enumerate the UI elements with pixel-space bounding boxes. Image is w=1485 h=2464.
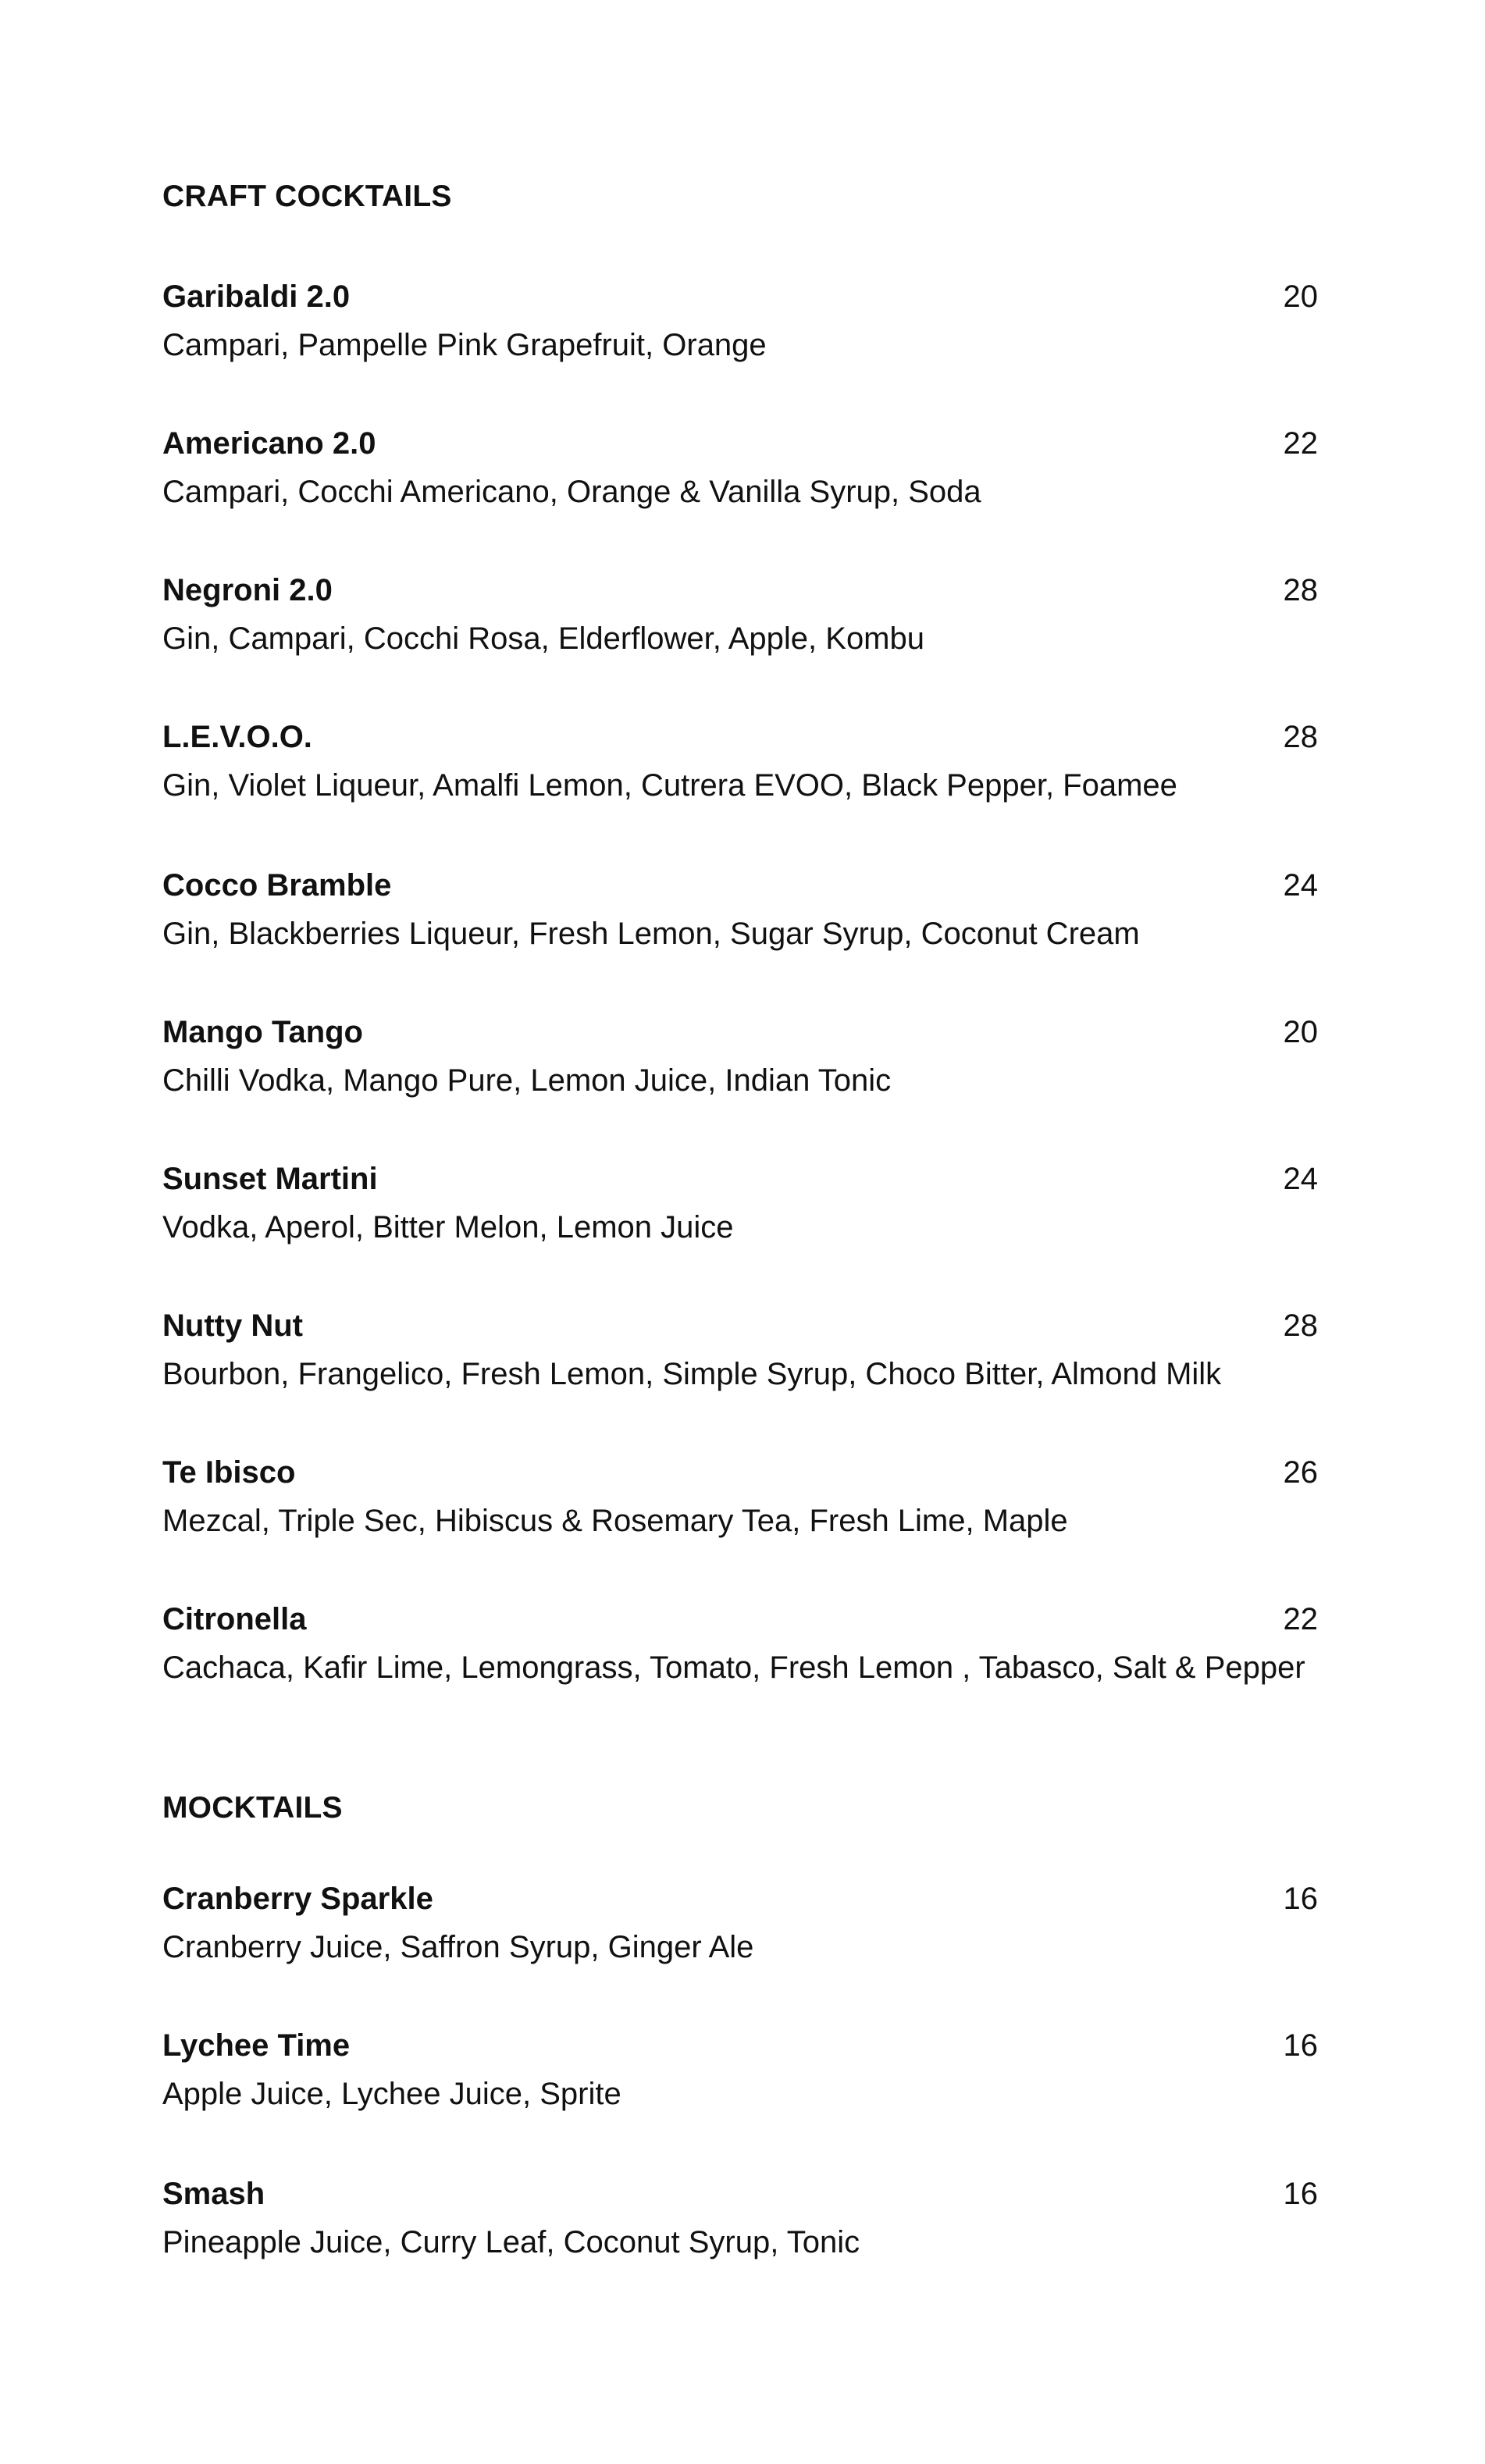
item-price: 16	[1283, 2028, 1318, 2063]
item-price: 28	[1283, 1309, 1318, 1343]
item-description: Mezcal, Triple Sec, Hibiscus & Rosemary Tea, Fresh Lime, Maple	[162, 1504, 1068, 1538]
item-name: L.E.V.O.O.	[162, 720, 312, 754]
item-description: Campari, Cocchi Americano, Orange & Vanilla Syrup, Soda	[162, 475, 981, 509]
menu-item-negroni	[162, 570, 1318, 659]
item-name: Americano 2.0	[162, 426, 376, 461]
item-price: 26	[1283, 1455, 1318, 1490]
section-title-craft-cocktails: CRAFT COCKTAILS	[162, 180, 452, 213]
item-description: Campari, Pampelle Pink Grapefruit, Orange	[162, 328, 767, 362]
item-price: 20	[1283, 280, 1318, 314]
menu-item-mango-tango	[162, 1012, 1318, 1101]
item-name: Smash	[162, 2177, 265, 2211]
item-name: Sunset Martini	[162, 1162, 378, 1196]
item-description: Bourbon, Frangelico, Fresh Lemon, Simple Syrup, Choco Bitter, Almond Milk	[162, 1357, 1222, 1391]
item-description: Cranberry Juice, Saffron Syrup, Ginger Ale	[162, 1930, 754, 1964]
item-price: 20	[1283, 1015, 1318, 1049]
item-description: Gin, Violet Liqueur, Amalfi Lemon, Cutrera EVOO, Black Pepper, Foamee	[162, 768, 1177, 803]
item-description: Gin, Campari, Cocchi Rosa, Elderflower, Apple, Kombu	[162, 621, 924, 656]
item-description: Pineapple Juice, Curry Leaf, Coconut Syrup, Tonic	[162, 2225, 860, 2259]
item-price: 24	[1283, 1162, 1318, 1196]
menu-item-levoo	[162, 717, 1318, 806]
item-description: Gin, Blackberries Liqueur, Fresh Lemon, Sugar Syrup, Coconut Cream	[162, 917, 1140, 951]
item-price: 28	[1283, 720, 1318, 754]
menu-item-citronella	[162, 1599, 1318, 1688]
item-price: 22	[1283, 1602, 1318, 1636]
item-price: 24	[1283, 868, 1318, 903]
item-price: 16	[1283, 2177, 1318, 2211]
item-name: Cranberry Sparkle	[162, 1882, 433, 1916]
item-name: Cocco Bramble	[162, 868, 392, 903]
item-price: 16	[1283, 1882, 1318, 1916]
item-name: Lychee Time	[162, 2028, 351, 2063]
menu-item-cocco-bramble	[162, 865, 1318, 954]
item-description: Apple Juice, Lychee Juice, Sprite	[162, 2077, 621, 2111]
menu-item-americano	[162, 423, 1318, 512]
item-price: 28	[1283, 573, 1318, 607]
menu-item-lychee-time	[162, 2025, 1318, 2114]
item-price: 22	[1283, 426, 1318, 461]
item-name: Mango Tango	[162, 1015, 363, 1049]
item-name: Garibaldi 2.0	[162, 280, 351, 314]
item-name: Te Ibisco	[162, 1455, 296, 1490]
menu-item-sunset-martini	[162, 1159, 1318, 1248]
item-name: Citronella	[162, 1602, 307, 1636]
item-description: Vodka, Aperol, Bitter Melon, Lemon Juice	[162, 1210, 734, 1244]
section-title-mocktails: MOCKTAILS	[162, 1791, 343, 1825]
menu-item-te-ibisco	[162, 1452, 1318, 1541]
item-description: Chilli Vodka, Mango Pure, Lemon Juice, Indian Tonic	[162, 1063, 892, 1098]
item-name: Nutty Nut	[162, 1309, 303, 1343]
menu-item-smash	[162, 2174, 1318, 2263]
item-name: Negroni 2.0	[162, 573, 333, 607]
menu-item-garibaldi	[162, 276, 1318, 365]
menu-item-nutty-nut	[162, 1305, 1318, 1394]
item-description: Cachaca, Kafir Lime, Lemongrass, Tomato, Fresh Lemon , Tabasco, Salt & Pepper	[162, 1650, 1305, 1685]
menu-item-cranberry-sparkle	[162, 1878, 1318, 1967]
